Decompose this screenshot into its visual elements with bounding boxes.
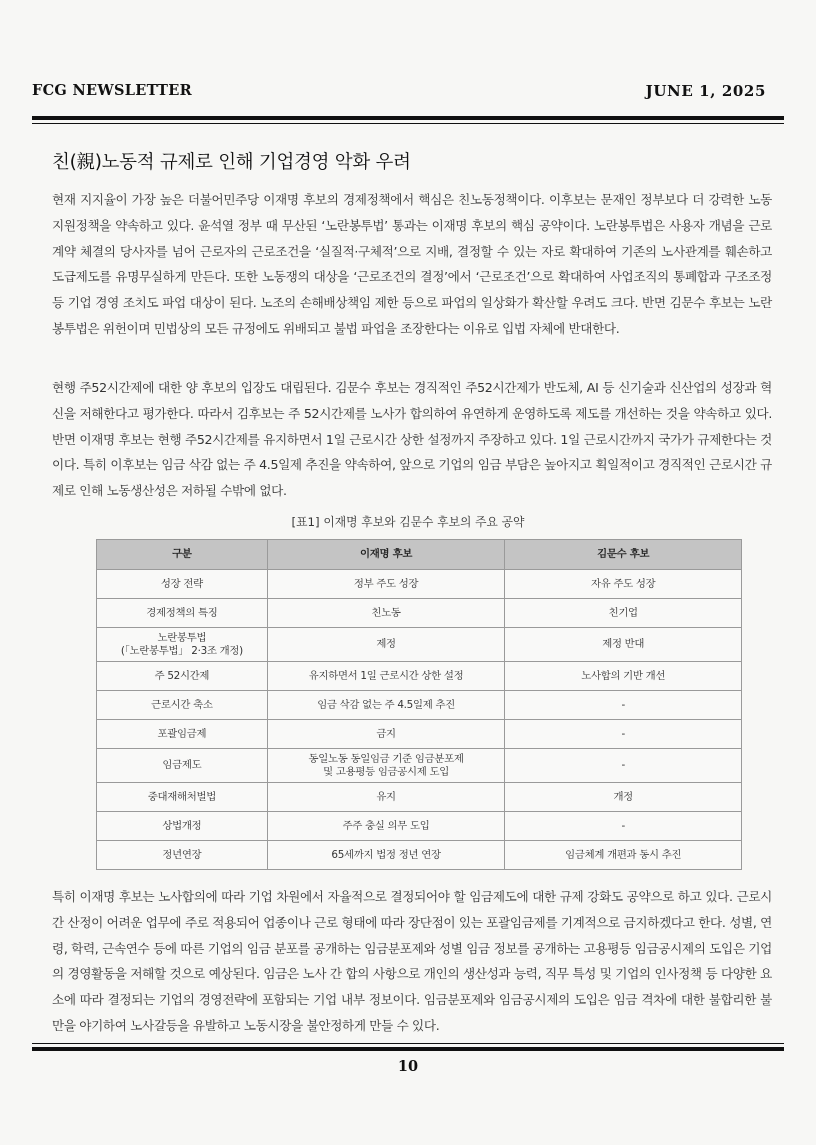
- header-rule-thick: [32, 116, 784, 120]
- table-cell-lee: [267, 662, 505, 691]
- cell-text: 노란봉투법: [157, 631, 207, 644]
- cell-text: 유지하면서 1일 근로시간 상한 설정: [308, 669, 464, 682]
- table-cell-lee: [267, 749, 505, 783]
- cell-text: 중대재해처벌법: [147, 790, 216, 803]
- cell-text: 금지: [376, 727, 396, 740]
- table-cell-category: [97, 749, 268, 783]
- newsletter-header: [32, 82, 784, 104]
- footer-rule-thin: [32, 1043, 784, 1044]
- newsletter-name: FCG NEWSLETTER: [32, 82, 192, 99]
- table-row: [97, 812, 742, 841]
- cell-text: 친기업: [608, 606, 638, 619]
- cell-text: 자유 주도 성장: [590, 577, 656, 590]
- table-row: [97, 628, 742, 662]
- table-header-row: [97, 540, 742, 570]
- table-cell-kim: [505, 691, 742, 720]
- table-cell-category: [97, 628, 268, 662]
- cell-text: 동일노동 동일임금 기준 임금분포제: [308, 752, 464, 765]
- table-cell-lee: [267, 628, 505, 662]
- cell-text: 제정: [376, 638, 396, 650]
- table-cell-category: [97, 662, 268, 691]
- cell-text: 근로시간 축소: [151, 698, 213, 711]
- table-cell-kim: [505, 570, 742, 599]
- footer-rule-thick: [32, 1047, 784, 1051]
- body-paragraph-1: 현재 지지율이 가장 높은 더불어민주당 이재명 후보의 경제정책에서 핵심은 친노동정책이다. 이후보는 문재인 정부보다 더 강력한 노동지원정책을 약속하고 있다. 윤석열 정부 때 무산된 ‘노란봉투법’ 통과는 이재명 후보의 핵심 공약이다. 노란봉투법은 사용자 개념을 근로계약 체결의 당사자를 넘어 근로자의 근로조건을 ‘실질적·구체적’으로 지배, 결정할 수 있는 자로 확대하여 기존의 노사관계를 훼손하고 도급제도를 유명무실하게 만든다. 또한 노동쟁의 대상을 ‘근로조건의 결정’에서 ‘근로조건’으로 확대하여 사업조직의 통폐합과 구조조정 등 기업 경영 조치도 파업 대상이 된다. 노조의 손해배상책임 제한 등으로 파업의 일상화가 확산할 우려도 크다. 반면 김문수 후보는 노란봉투법은 위헌이며 민법상의 모든 규정에도 위배되고 불법 파업을 조장한다는 이유로 입법 자체에 반대한다.: [52, 192, 772, 336]
- header-kim: 김문수 후보: [505, 540, 742, 570]
- cell-text: 노사합의 기반 개선: [581, 669, 666, 682]
- table-cell-category: [97, 720, 268, 749]
- cell-text: 65세까지 법정 정년 연장: [331, 848, 441, 861]
- body-paragraph-3: 특히 이재명 후보는 노사합의에 따라 기업 차원에서 자율적으로 결정되어야 할 임금제도에 대한 규제 강화도 공약으로 하고 있다. 근로시간 산정이 어려운 업무에 주로 적용되어 업종이나 근로 형태에 따라 장단점이 있는 포괄임금제를 기계적으로 금지하겠다고 한다. 성별, 연령, 학력, 근속연수 등에 따른 기업의 임금 분포를 공개하는 임금분포제와 성별 임금 정보를 공개하는 고용평등 임금공시제의 도입은 기업의 경영활동을 저해할 것으로 예상된다. 임금은 노사 간 합의 사항으로 개인의 생산성과 능력, 직무 특성 및 기업의 인사정책 등 다양한 요소에 따라 결정되는 기업의 경영전략에 포함되는 기업 내부 정보이다. 임금분포제와 임금공시제의 도입은 임금 격차에 대한 불합리한 불만을 야기하여 노사갈등을 유발하고 노동시장을 불안정하게 만들 수 있다.: [52, 889, 772, 1033]
- cell-text: 주 52시간제: [154, 669, 210, 682]
- table-cell-category: [97, 841, 268, 870]
- cell-text: 정년연장: [162, 848, 202, 861]
- cell-text: 정부 주도 성장: [353, 577, 419, 590]
- table-cell-kim: [505, 783, 742, 812]
- pledge-comparison-table: [96, 539, 742, 870]
- table-cell-lee: [267, 691, 505, 720]
- table-cell-category: [97, 570, 268, 599]
- cell-text: (「노란봉투법」 2·3조 개정): [120, 644, 243, 657]
- table-cell-kim: [505, 812, 742, 841]
- cell-text: 주주 충실 의무 도입: [342, 819, 430, 832]
- cell-text: 포괄임금제: [157, 727, 207, 740]
- table-cell-category: [97, 783, 268, 812]
- table-cell-lee: [267, 720, 505, 749]
- cell-text: 임금제도: [162, 759, 202, 771]
- cell-text: -: [621, 819, 625, 832]
- table-cell-category: [97, 691, 268, 720]
- table-row: [97, 783, 742, 812]
- table-cell-kim: [505, 841, 742, 870]
- cell-text: -: [621, 759, 625, 771]
- table-cell-lee: [267, 812, 505, 841]
- table-row: [97, 691, 742, 720]
- cell-text: 임금체계 개편과 동시 추진: [565, 848, 682, 861]
- cell-text: 성장 전략: [160, 577, 203, 590]
- header-lee: 이재명 후보: [267, 540, 505, 570]
- table-cell-kim: [505, 720, 742, 749]
- table-cell-lee: [267, 841, 505, 870]
- table-cell-kim: [505, 662, 742, 691]
- issue-date: JUNE 1, 2025: [645, 82, 766, 100]
- table-cell-lee: [267, 570, 505, 599]
- cell-text: 친노동: [371, 606, 401, 619]
- table-row: [97, 749, 742, 783]
- table-cell-kim: [505, 749, 742, 783]
- table-row: [97, 662, 742, 691]
- cell-text: -: [621, 727, 625, 740]
- table-row: [97, 841, 742, 870]
- cell-text: 및 고용평등 임금공시제 도입: [323, 765, 449, 778]
- table-row: [97, 720, 742, 749]
- table-row: [97, 599, 742, 628]
- cell-text: 경제정책의 특징: [146, 606, 218, 619]
- page-number: 10: [397, 1058, 419, 1075]
- cell-text: -: [621, 698, 625, 711]
- table-cell-lee: [267, 599, 505, 628]
- table-cell-lee: [267, 783, 505, 812]
- body-paragraph-2: 현행 주52시간제에 대한 양 후보의 입장도 대립된다. 김문수 후보는 경직적인 주52시간제가 반도체, AI 등 신기술과 신산업의 성장과 혁신을 저해한다고 평가한다. 따라서 김후보는 주 52시간제를 노사가 합의하여 유연하게 운영하도록 제도를 개선하는 것을 약속하고 있다. 반면 이재명 후보는 현행 주52시간제를 유지하면서 1일 근로시간 상한 설정까지 주장하고 있다. 1일 근로시간까지 국가가 규제한다는 것이다. 특히 이후보는 임금 삭감 없는 주 4.5일제 추진을 약속하여, 앞으로 기업의 임금 부담은 높아지고 획일적이고 경직적인 근로시간 규제로 인해 노동생산성은 저하될 수밖에 없다.: [52, 380, 772, 499]
- cell-text: 상법개정: [162, 819, 202, 832]
- cell-text: 개정: [613, 790, 633, 803]
- table-row: [97, 570, 742, 599]
- header-rule-thin: [32, 123, 784, 124]
- article-title: 친(親)노동적 규제로 인해 기업경영 악화 우려: [52, 152, 411, 173]
- cell-text: 임금 삭감 없는 주 4.5일제 추진: [317, 698, 455, 711]
- cell-text: 제정 반대: [602, 638, 645, 650]
- table-cell-kim: [505, 599, 742, 628]
- table-cell-category: [97, 599, 268, 628]
- table-caption: [표1] 이재명 후보와 김문수 후보의 주요 공약: [291, 515, 525, 529]
- header-category: 구분: [97, 540, 268, 570]
- table-cell-kim: [505, 628, 742, 662]
- table-cell-category: [97, 812, 268, 841]
- cell-text: 유지: [376, 790, 396, 803]
